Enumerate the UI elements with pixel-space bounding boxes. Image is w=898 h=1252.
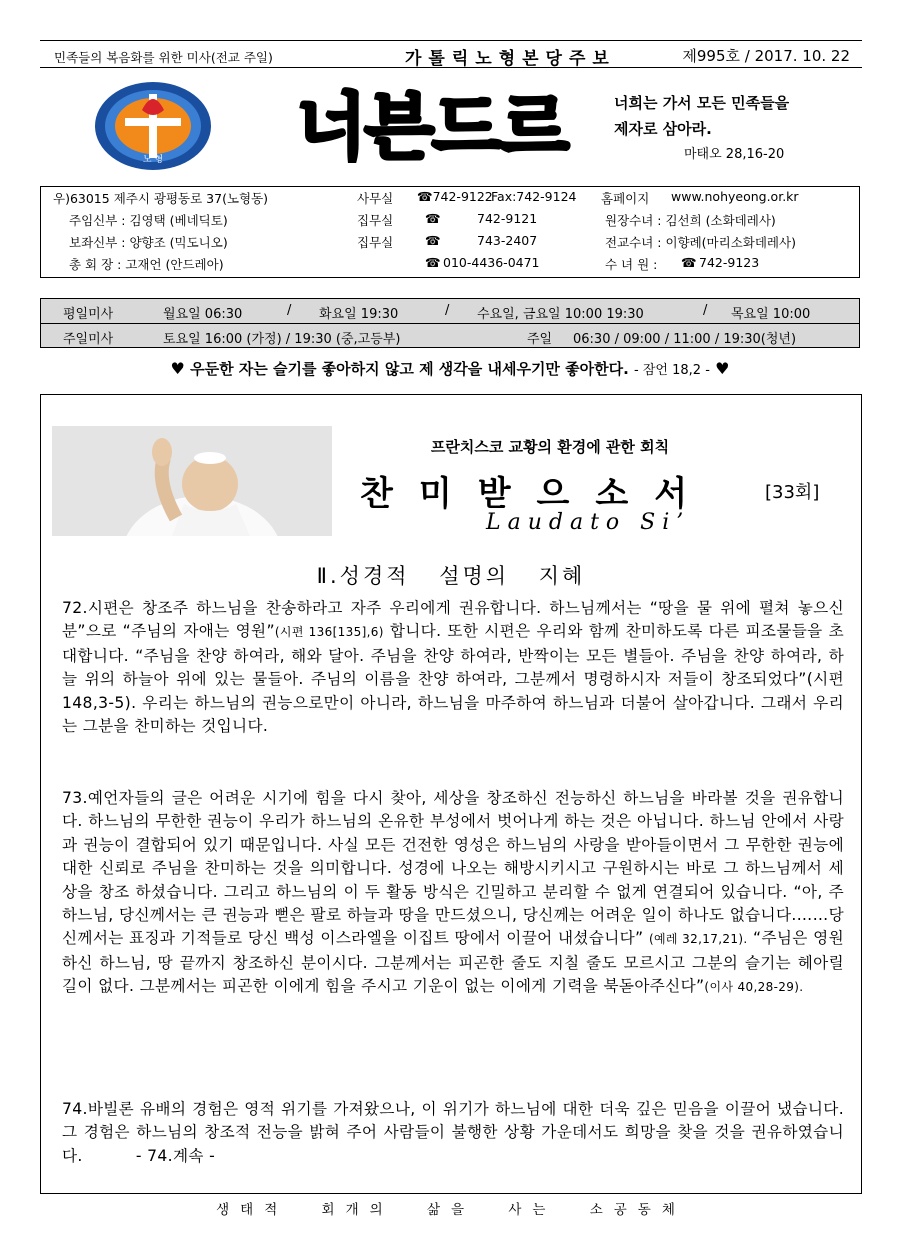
office-label: 사무실	[357, 191, 394, 206]
latin-title: Laudato Si’	[486, 510, 691, 535]
p74-text: 74.바빌론 유배의 경험은 영적 위기를 가져왔으나, 이 위기가 하느님에 대한 더욱 깊은 믿음을 이끌어 냈습니다. 그 경험은 하느님의 창조적 전능을 밝혀 주어 사람들이 불행한 상황 가운데서도 희망을 찾을 것을 권유하였습니다.	[62, 1100, 844, 1165]
header-rule	[40, 67, 862, 68]
masthead-text: 너븐드르	[296, 85, 568, 169]
mass-thu: 목요일 10:00	[731, 307, 811, 322]
section-heading	[40, 560, 862, 590]
header-left: 민족들의 복음화를 위한 미사(전교 주일)	[54, 50, 273, 65]
convent-tel: 742-9123	[699, 255, 760, 270]
motto	[614, 90, 874, 168]
homepage-link[interactable]: www.nohyeong.or.kr	[671, 189, 799, 204]
logo-text: 노 형	[142, 155, 164, 165]
pastor: 주임신부 : 김영택 (베네딕토)	[69, 213, 228, 228]
motto-line1: 너희는 가서 모든 민족들을	[614, 94, 790, 112]
phone-icon: ☎	[425, 233, 441, 248]
p73-ref1: (예레 32,17,21).	[648, 932, 748, 947]
p72-text: 72.시편은 창조주 하느님을 찬송하라고 자주 우리에게 권유합니다. 하느님께서는 “땅을 물 위에 펼쳐 놓으신 분”으로 “주님의 자애는 영원”	[62, 599, 844, 641]
proverb	[40, 358, 860, 379]
top-rule	[40, 40, 862, 41]
motto-line2: 제자로 삼아라.	[614, 120, 712, 138]
article-title: 찬미받으소서	[360, 474, 714, 514]
assistant: 보좌신부 : 양향조 (믹도니오)	[69, 235, 228, 250]
heart-icon: ♥	[715, 359, 730, 378]
header-bar	[40, 46, 862, 69]
phone-icon: ☎	[681, 255, 697, 270]
mass-schedule	[40, 298, 860, 348]
article-subtitle: 프란치스코 교황의 환경에 관한 회칙	[430, 438, 670, 456]
assistant-tel: 743-2407	[477, 233, 538, 248]
pope-photo	[52, 426, 332, 536]
convent: 수 녀 원 :	[605, 257, 658, 272]
section-word: Ⅱ.성경적	[316, 564, 410, 588]
pastor-tel: 742-9121	[477, 211, 538, 226]
motto-ref: 마태오 28,16-20	[684, 147, 785, 162]
weekday-label: 평일미사	[63, 307, 114, 322]
p73-text: 73.예언자들의 글은 어려운 시기에 힘을 다시 찾아, 세상을 창조하신 전능하신 하느님을 바라볼 것을 권유합니다. 하느님의 무한한 권능이 우리가 하느님의 온유한 부성에서 벗어나게 하는 것은 아닙니다. 하느님 안에서 사랑과 권능이 결합되어 있기 때문입니다. 사실 모든 건전한 영성은 하느님의 사랑을 받아들이면서 그 무한한 권능에 대한 신뢰로 주님을 찬미하는 것을 의미합니다. 성경에 나오는 해방시키시고 구원하시는 바로 그 하느님께서 세상을 창조 하셨습니다. 그리고 하느님의 이 두 활동 방식은 긴밀하고 분리할 수 없게 연결되어 있습니다. “아, 주 하느님, 당신께서는 큰 권능과 뻗은 팔로 하늘과 땅을 만드셨으니, 당신께는 어려운 일이 하나도 없습니다.……당신께서는 표징과 기적들로 당신 백성 이스라엘을 이집트 땅에서 이끌어 내셨습니다”	[62, 789, 844, 948]
footer-slogan: 생태적 회개의 삶을 사는 소공동체	[216, 1202, 686, 1218]
homepage-label: 홈페이지	[601, 191, 650, 206]
mass-sat: 토요일 16:00 (가정) / 19:30 (중,고등부)	[163, 332, 401, 347]
mass-tue: 화요일 19:30	[319, 307, 399, 322]
proverb-text: 우둔한 자는 슬기를 좋아하지 않고 제 생각을 내세우기만 좋아한다.	[190, 360, 629, 378]
proverb-ref: - 잠언 18,2 -	[634, 363, 710, 378]
p73-text-2: “주님은 영원하신 하느님, 땅 끝까지 창조하신 분이시다. 그분께서는 피곤한 줄도 지칠 줄도 모르시고 그분의 슬기는 헤아릴 길이 없다. 그분께서는 피곤한 이에게 힘을 주시고 기운이 없는 이에게 기력을 북돋아주신다”	[62, 929, 844, 996]
separator: /	[703, 303, 708, 318]
header-right: 제995호 / 2017. 10. 22	[682, 47, 850, 65]
address: 우)63015 제주시 광평동로 37(노형동)	[53, 191, 269, 206]
fax: Fax:742-9124	[491, 189, 577, 204]
p73-ref2: (이사 40,28-29).	[704, 980, 804, 995]
section-word: 지혜	[538, 564, 586, 588]
paragraph-73	[62, 787, 844, 1000]
assistant-office: 집무실	[357, 235, 394, 250]
phone-icon: ☎	[425, 211, 441, 226]
separator: /	[287, 303, 292, 318]
pastor-office: 집무실	[357, 213, 394, 228]
mass-mon: 월요일 06:30	[163, 307, 243, 322]
superior: 원장수녀 : 김선희 (소화데레사)	[605, 213, 776, 228]
phone-icon: ☎	[425, 255, 441, 270]
paragraph-72	[62, 597, 844, 738]
heart-icon: ♥	[170, 359, 185, 378]
continued-note: - 74.계속 -	[135, 1146, 216, 1165]
sun-label: 주일	[527, 332, 553, 347]
mass-wed-fri: 수요일, 금요일 10:00 19:30	[477, 307, 644, 322]
sunday-label: 주일미사	[63, 332, 114, 347]
president-tel: 010-4436-0471	[443, 255, 540, 270]
mass-sun: 06:30 / 09:00 / 11:00 / 19:30(청년)	[573, 332, 797, 347]
mission-sister: 전교수녀 : 이향례(마리소화데레사)	[605, 235, 796, 250]
masthead-title	[282, 80, 582, 172]
contact-info	[40, 186, 860, 278]
separator: /	[445, 303, 450, 318]
series-number: [33회]	[765, 482, 820, 503]
section-word: 설명의	[439, 564, 510, 588]
office-tel: ☎742-9122	[417, 189, 493, 204]
paragraph-74	[62, 1098, 844, 1168]
president: 총 회 장 : 고재언 (안드레아)	[69, 257, 224, 272]
header-center: 가톨릭노형본당주보	[405, 49, 616, 69]
p72-ref: (시편 136[135],6)	[274, 625, 384, 640]
parish-logo	[92, 80, 214, 172]
p72-text-2: 합니다. 또한 시편은 우리와 함께 찬미하도록 다른 피조물들을 초대합니다. “주님을 찬양 하여라, 해와 달아. 주님을 찬양 하여라, 반짝이는 모든 별들아. 주님을 찬양 하여라, 하늘 위의 하늘아 위에 있는 물들아. 주님의 이름을 찬양 하여라, 그분께서 명령하시자 저들이 창조되었다”(시편 148,3-5). 우리는 하느님의 권능으로만이 아니라, 하느님을 마주하여 하느님과 더불어 살아갑니다. 그래서 우리는 그분을 찬미하는 것입니다.	[62, 622, 844, 736]
